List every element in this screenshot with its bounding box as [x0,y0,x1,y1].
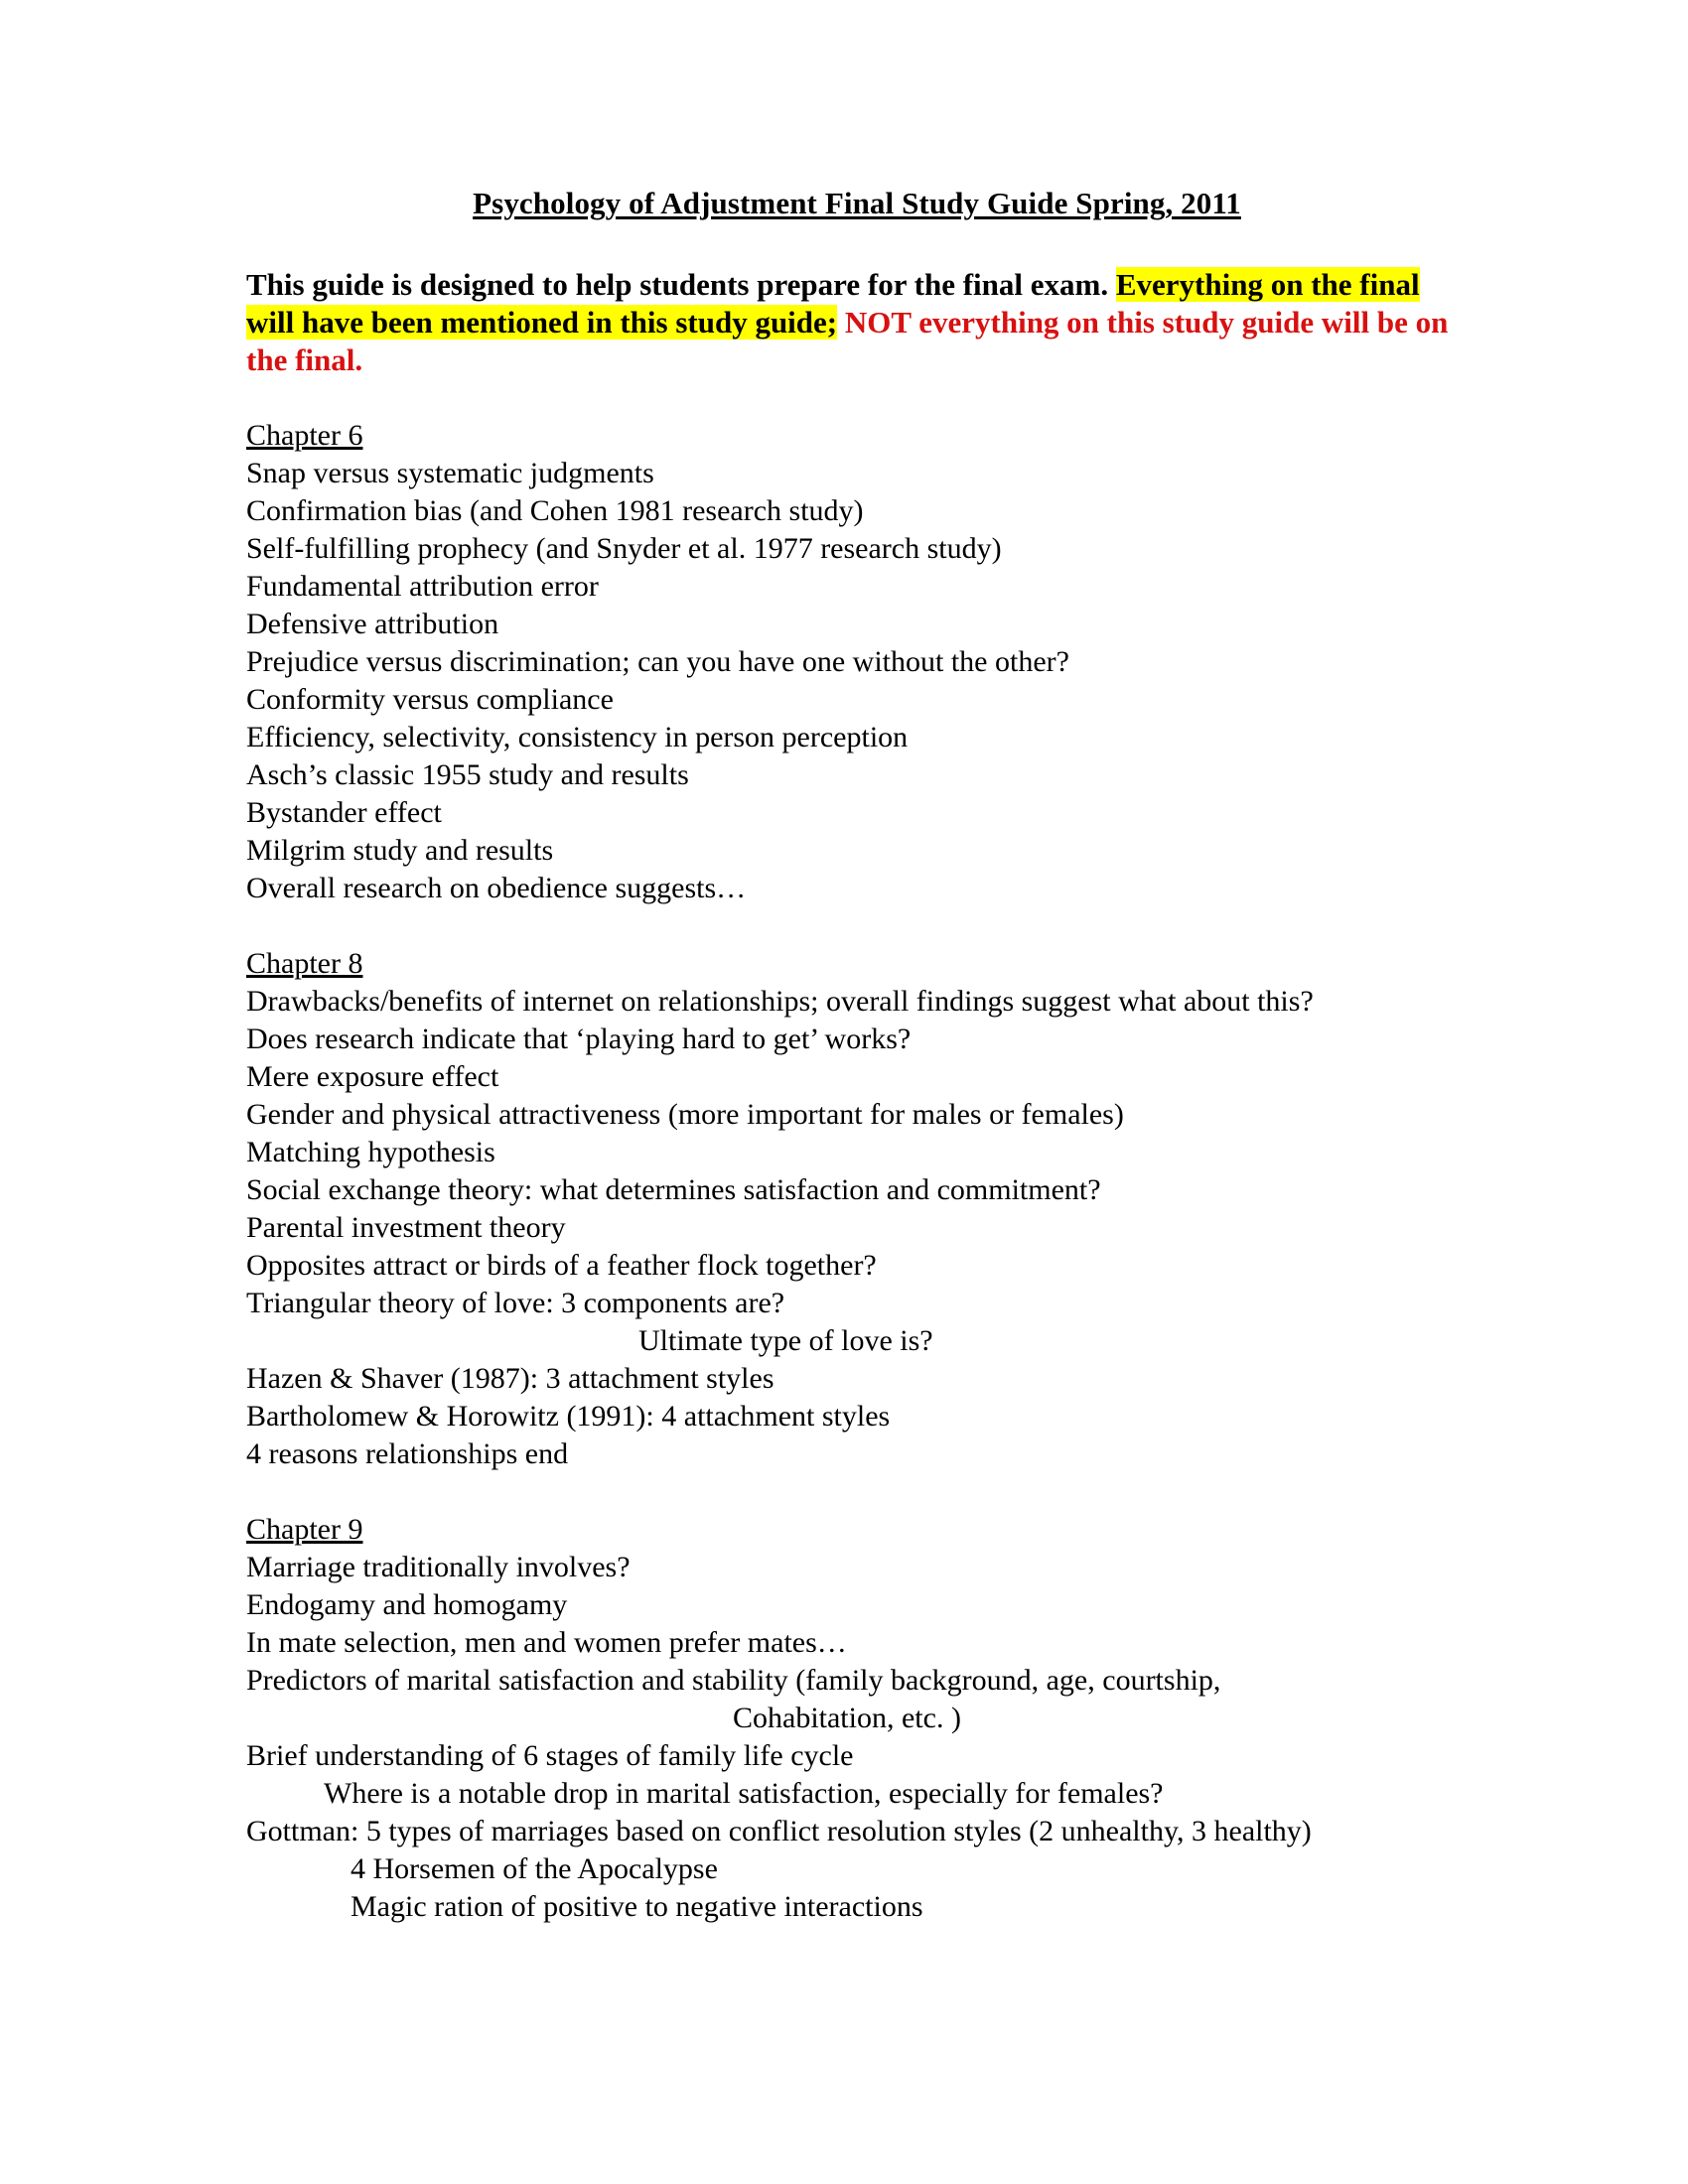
intro-highlight-semicolon: ; [826,304,838,340]
chapter-heading [246,417,1468,455]
study-guide-item: Confirmation bias (and Cohen 1981 research study) [246,493,864,527]
study-guide-item: Gottman: 5 types of marriages based on conflict resolution styles (2 unhealthy, 3 healthy) [246,1814,1312,1847]
study-guide-item: Hazen & Shaver (1987): 3 attachment styles [246,1361,774,1395]
study-guide-item: Social exchange theory: what determines satisfaction and commitment? [246,1172,1101,1206]
intro-paragraph [246,222,1468,379]
study-guide-item: Bystander effect [246,795,442,829]
chapter-heading-label: Chapter 8 [246,946,363,980]
study-guide-item: Gender and physical attractiveness (more important for males or females) [246,1097,1124,1131]
study-guide-item: 4 reasons relationships end [246,1436,569,1470]
study-guide-item: Brief understanding of 6 stages of family life cycle [246,1738,854,1772]
study-guide-item: Opposites attract or birds of a feather flock together? [246,1248,877,1282]
document-content [246,185,1468,1926]
study-guide-item: Conformity versus compliance [246,682,614,716]
chapter-section [246,1511,1468,1926]
study-guide-item: Snap versus systematic judgments [246,456,654,489]
study-guide-item: Triangular theory of love: 3 components are? [246,1286,785,1319]
study-guide-item: Asch’s classic 1955 study and results [246,757,689,791]
intro-plain-text: This guide is designed to help students prepare for the final exam. [246,266,1116,302]
study-guide-item: Defensive attribution [246,607,499,640]
section-spacer [246,379,1468,417]
study-guide-item: 4 Horsemen of the Apocalypse [351,1851,718,1885]
study-guide-item: Ultimate type of love is? [638,1323,933,1357]
study-guide-item: Efficiency, selectivity, consistency in person perception [246,720,909,753]
chapter-heading-label: Chapter 6 [246,418,363,452]
study-guide-item: Does research indicate that ‘playing hard to get’ works? [246,1022,912,1055]
sections-list [246,379,1468,1926]
section-spacer [246,1473,1468,1511]
study-guide-item: Prejudice versus discrimination; can you have one without the other? [246,644,1069,678]
page-title: Psychology of Adjustment Final Study Guide Spring, 2011 [473,186,1241,220]
section-spacer [246,907,1468,945]
study-guide-item: Marriage traditionally involves? [246,1550,631,1583]
chapter-section [246,945,1468,1473]
study-guide-item: Magic ration of positive to negative interactions [351,1889,923,1923]
chapter-section [246,417,1468,907]
chapter-heading-label: Chapter 9 [246,1512,363,1546]
study-guide-item: Mere exposure effect [246,1059,499,1093]
study-guide-item: Drawbacks/benefits of internet on relationships; overall findings suggest what about this? [246,984,1314,1018]
study-guide-item: Parental investment theory [246,1210,566,1244]
study-guide-item: Self-fulfilling prophecy (and Snyder et al. 1977 research study) [246,531,1002,565]
intro-red-warning-text: NOT everything on this study guide will be on the final. [246,304,1449,377]
chapter-heading [246,945,1468,983]
study-guide-item: Predictors of marital satisfaction and stability (family background, age, courtship, [246,1663,1221,1697]
study-guide-item: Where is a notable drop in marital satisfaction, especially for females? [324,1776,1164,1810]
study-guide-item: Matching hypothesis [246,1135,495,1168]
study-guide-item: Bartholomew & Horowitz (1991): 4 attachment styles [246,1399,891,1433]
study-guide-item: Milgrim study and results [246,833,554,867]
intro-highlighted-text: Everything on the final will have been mentioned in this study guide [246,266,1420,340]
study-guide-item: Fundamental attribution error [246,569,599,603]
study-guide-item: Endogamy and homogamy [246,1587,568,1621]
study-guide-item: In mate selection, men and women prefer mates… [246,1625,847,1659]
study-guide-item: Overall research on obedience suggests… [246,871,747,904]
chapter-heading [246,1511,1468,1549]
study-guide-item: Cohabitation, etc. ) [733,1701,961,1734]
